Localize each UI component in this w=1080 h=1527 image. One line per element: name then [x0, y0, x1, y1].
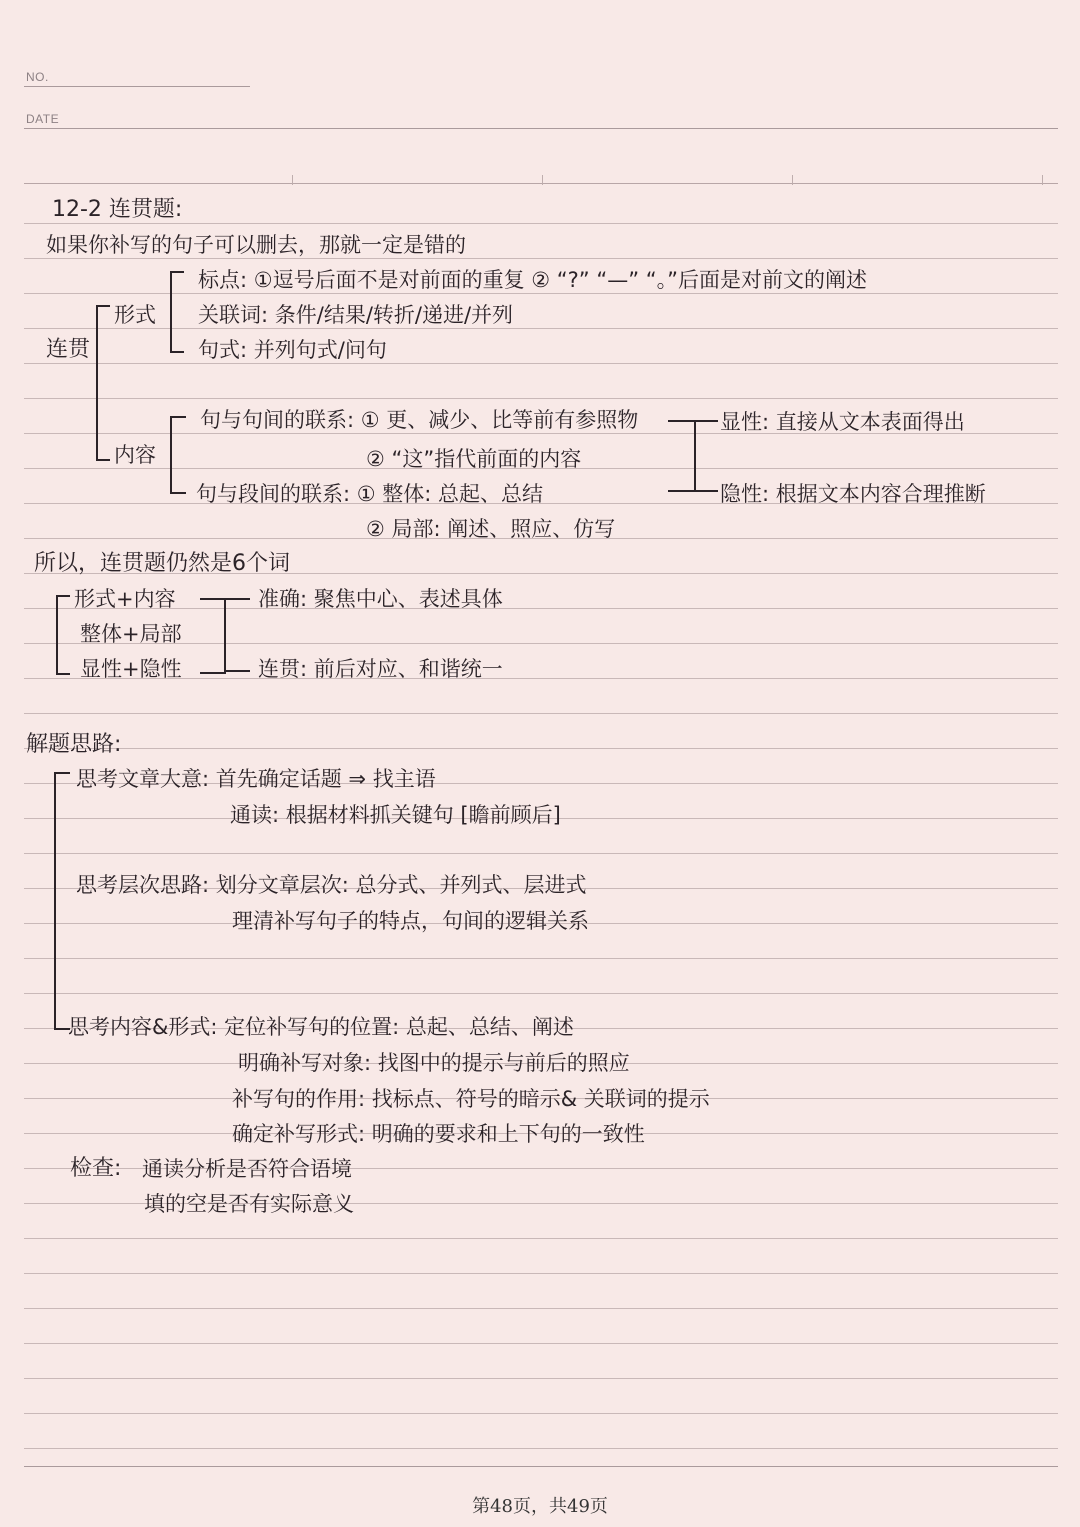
summary-pair: 形式+内容: [74, 587, 176, 611]
ruled-line: [24, 993, 1058, 994]
method-sub: 明确补写对象: 找图中的提示与前后的照应: [238, 1051, 630, 1075]
right-bracket-bottom: [694, 490, 718, 492]
content-item: ② 局部: 阐述、照应、仿写: [366, 517, 616, 541]
method-sub: 补写句的作用: 找标点、符号的暗示& 关联词的提示: [232, 1087, 710, 1111]
page-title: 12-2 连贯题:: [52, 197, 183, 222]
content-bracket: [170, 416, 186, 494]
ruled-line: [24, 398, 1058, 399]
content-item: 句与句间的联系: ① 更、减少、比等前有参照物: [200, 408, 639, 432]
right-bracket-top: [694, 420, 718, 422]
ruler-tick: [1042, 175, 1043, 185]
summary-right: 准确: 聚焦中心、表述具体: [258, 587, 503, 611]
method-step: 思考层次思路: 划分文章层次: 总分式、并列式、层进式: [76, 873, 587, 897]
check-label: 检查:: [70, 1156, 122, 1181]
ruled-line: [24, 1343, 1058, 1344]
summary-right-bottom: [224, 670, 250, 672]
explicit-label: 显性: 直接从文本表面得出: [720, 410, 965, 434]
check-line: 填的空是否有实际意义: [144, 1192, 354, 1216]
method-step: 思考内容&形式: 定位补写句的位置: 总起、总结、阐述: [68, 1015, 574, 1039]
method-heading: 解题思路:: [26, 732, 122, 757]
ruled-line: [24, 1413, 1058, 1414]
root-bracket: [96, 305, 110, 461]
method-sub: 确定补写形式: 明确的要求和上下句的一致性: [232, 1122, 645, 1146]
ruled-line: [24, 748, 1058, 749]
form-item: 标点: ①逗号后面不是对前面的重复 ② “?” “—” “。”后面是对前文的阐述: [198, 268, 868, 292]
form-item: 句式: 并列句式/问句: [198, 338, 387, 362]
form-item: 关联词: 条件/结果/转折/递进/并列: [198, 303, 514, 327]
ruled-line: [24, 258, 1058, 259]
ruled-line: [24, 1273, 1058, 1274]
ruled-line: [24, 853, 1058, 854]
summary-heading: 所以，连贯题仍然是6个词: [34, 551, 290, 576]
method-sub: 理清补写句子的特点，句间的逻辑关系: [232, 909, 589, 933]
bottom-rule: [24, 1466, 1058, 1467]
implicit-label: 隐性: 根据文本内容合理推断: [720, 482, 986, 506]
ruled-line: [24, 608, 1058, 609]
ruled-line: [24, 1378, 1058, 1379]
content-label: 内容: [114, 443, 156, 467]
no-line: [24, 86, 250, 87]
ruled-line: [24, 713, 1058, 714]
method-step: 思考文章大意: 首先确定话题 ⇒ 找主语: [76, 767, 436, 791]
ruled-line: [24, 363, 1058, 364]
date-line: [24, 128, 1058, 129]
summary-pair: 显性+隐性: [80, 657, 182, 681]
date-label: DATE: [26, 112, 60, 126]
tree-root-label: 连贯: [46, 337, 91, 362]
ruler-tick: [292, 175, 293, 185]
method-sub: 通读: 根据材料抓关键句 [瞻前顾后]: [230, 803, 561, 827]
header-rule: [24, 183, 1058, 184]
form-label: 形式: [114, 303, 156, 327]
page-number: 第48页，共49页: [472, 1496, 608, 1517]
intro-line: 如果你补写的句子可以删去，那就一定是错的: [46, 233, 466, 257]
ruler-tick: [542, 175, 543, 185]
ruled-line: [24, 1238, 1058, 1239]
ruled-line: [24, 1448, 1058, 1449]
summary-right-top: [224, 598, 250, 600]
summary-right-bracket: [200, 598, 226, 674]
check-line: 通读分析是否符合语境: [142, 1157, 352, 1181]
ruled-line: [24, 223, 1058, 224]
summary-pair: 整体+局部: [80, 622, 182, 646]
content-item: 句与段间的联系: ① 整体: 总起、总结: [196, 482, 544, 506]
no-label: NO.: [26, 70, 49, 84]
summary-bracket: [56, 595, 70, 675]
summary-right: 连贯: 前后对应、和谐统一: [258, 657, 503, 681]
form-bracket: [170, 271, 184, 353]
ruled-line: [24, 1308, 1058, 1309]
content-item: ② “这”指代前面的内容: [366, 447, 582, 471]
ruler-tick: [792, 175, 793, 185]
ruled-line: [24, 958, 1058, 959]
right-bracket-vert: [694, 420, 696, 490]
method-bracket: [54, 772, 70, 1030]
